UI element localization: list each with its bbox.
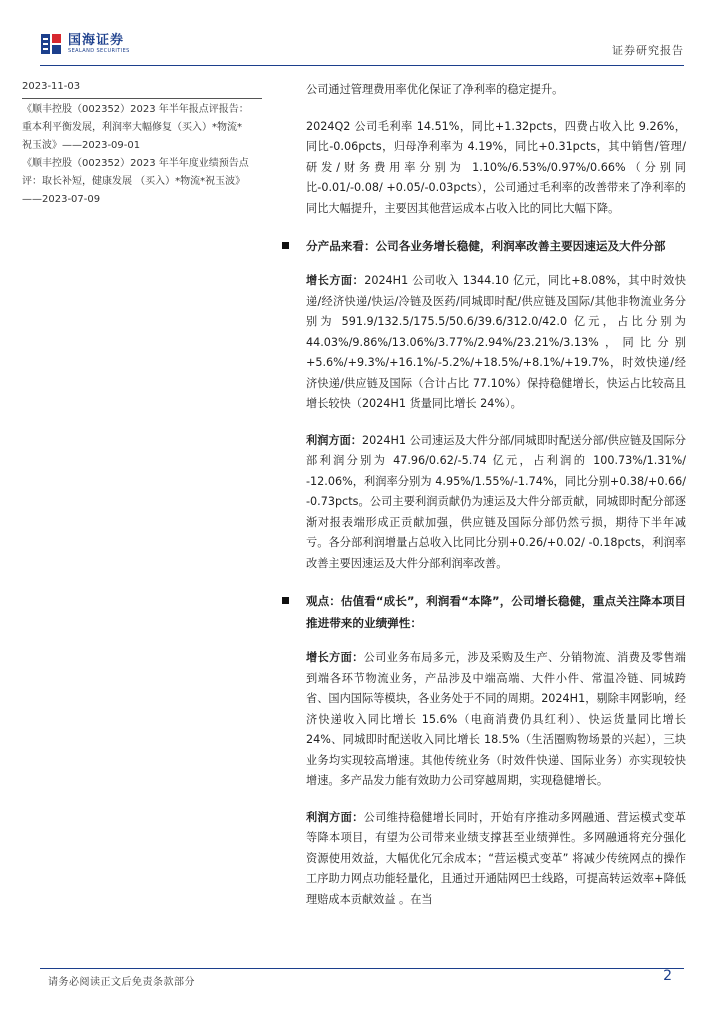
body-paragraph (306, 431, 686, 575)
related-report-line[interactable]: 重本利平衡发展，利润率大幅修复（买入）*物流* (22, 122, 242, 133)
sealand-logo-icon (40, 33, 62, 55)
section-heading (306, 235, 686, 257)
body-paragraph: 公司通过管理费用率优化保证了净利率的稳定提升。 (306, 83, 564, 96)
paragraph-lead: 利润方面： (306, 433, 363, 447)
paragraph-lead: 利润方面： (306, 810, 364, 824)
body-paragraph: 2024Q2 公司毛利率 14.51%，同比+1.32pcts，四费占收入比 9.26%，同比-0.06pcts，归母净利率为 4.19%，同比+0.31pcts，其中销售/管理/研发/财务费用率分别为 1.10%/6.53%/0.97%/0.66%（分别同比-0.01/-0.08/ +0.05/-0.03pcts），公司通过毛利率的改善带来了净利率的同比大幅提升，主要因其他营运成本占收入比的同比大幅下降。 (306, 119, 686, 215)
related-report-line[interactable]: 评：取长补短，健康发展 （买入）*物流*祝玉波》 (22, 176, 246, 187)
section-heading-text: 分产品来看：公司各业务增长稳健，利润率改善主要因速运及大件分部 (306, 239, 666, 253)
paragraph-text: 2024H1 公司收入 1344.10 亿元，同比+8.08%，其中时效快递/经济快递/快运/冷链及医药/同城即时配/供应链及国际/其他非物流业务分别为 591.9/132.5/175.5/50.6/39.6/312.0/42.0 亿元，占比分别为 44.03%/9.86%/13.06%/3.77%/2.94%/23.21%/3.13%，同比分别+5.6%/+9.3%/+16.1%/-5.2%/+18.5%/+8.1%/+19.7%，时效快递/经济快递/供应链及国际（合计占比 77.10%）保持稳健增长，快运占比较高且增长较快（2024H1 货量同比增长 24%）。 (306, 274, 686, 410)
document-type: 证券研究报告 (612, 44, 684, 57)
related-report-line[interactable]: 《顺丰控股（002352）2023 年半年度业绩预告点 (22, 158, 249, 169)
related-report-line[interactable]: ——2023-07-09 (22, 194, 101, 205)
section-heading (306, 590, 686, 634)
report-date: 2023-11-03 (22, 78, 262, 99)
footer-divider (40, 968, 684, 969)
body-paragraph (306, 271, 686, 415)
section-heading-text: 观点：估值看“成长”，利润看“本降”，公司增长稳健，重点关注降本项目推进带来的业绩弹性： (306, 594, 686, 630)
disclaimer-note: 请务必阅读正文后免责条款部分 (48, 977, 195, 988)
related-report-line[interactable]: 《顺丰控股（002352）2023 年半年报点评报告： (22, 104, 249, 115)
paragraph-text: 2024H1 公司速运及大件分部/同城即时配送分部/供应链及国际分部利润分别为 47.96/0.62/-5.74 亿元，占利润的 100.73%/1.31%/ -12.06%，利润率分别为 4.95%/1.55%/-1.74%，同比分别+0.38/+0.66/ -0.73pcts。公司主要利润贡献仍为速运及大件分部贡献，同城即时配分部逐渐对报表端形成正贡献加强，供应链及国际分部仍然亏损，期待下半年减亏。各分部利润增量占总收入比同比分别+0.26/+0.02/ -0.18pcts，利润率改善主要因速运及大件分部利润率改善。 (306, 433, 686, 570)
square-bullet-icon (282, 242, 289, 249)
paragraph-lead: 增长方面： (306, 274, 365, 287)
page-number: 2 (663, 968, 672, 984)
logo-name: 国海证券 (68, 33, 125, 48)
company-logo (40, 30, 130, 58)
header-divider (40, 65, 684, 66)
paragraph-lead: 增长方面： (306, 651, 364, 664)
body-paragraph (306, 808, 686, 911)
report-body (306, 80, 686, 926)
square-bullet-icon (282, 597, 289, 604)
paragraph-text: 公司维持稳健增长同时，开始有序推动多网融通、营运模式变革等降本项目，有望为公司带来业绩支撑甚至业绩弹性。多网融通将充分强化资源使用效益，大幅优化冗余成本；“营运模式变革” 将减少传统网点的操作工序助力网点功能轻量化，且通过开通陆网巴士线路，可提高转运效率+降低理赔成本贡献效益 。在当 (306, 810, 686, 906)
related-reports-sidebar (22, 78, 262, 209)
page-header (40, 28, 684, 64)
body-paragraph (306, 648, 686, 792)
paragraph-text: 公司业务布局多元，涉及采购及生产、分销物流、消费及零售端到端各环节物流业务，产品涉及中端高端、大件小件、常温冷链、同城跨省、国内国际等模块，各业务处于不同的周期。2024H1，剔除丰网影响，经济快递收入同比增长 15.6%（电商消费仍具红利）、快运货量同比增长 24%、同城即时配送收入同比增长 18.5%（生活圈购物场景的兴起），三块业务均实现较高增速。其他传统业务（时效件快递、国际业务）亦实现较快增速。多产品发力能有效助力公司穿越周期，实现稳健增长。 (306, 651, 686, 787)
logo-english-name: SEALAND SECURITIES (68, 48, 130, 54)
related-report-line[interactable]: 祝玉波》——2023-09-01 (22, 140, 141, 151)
